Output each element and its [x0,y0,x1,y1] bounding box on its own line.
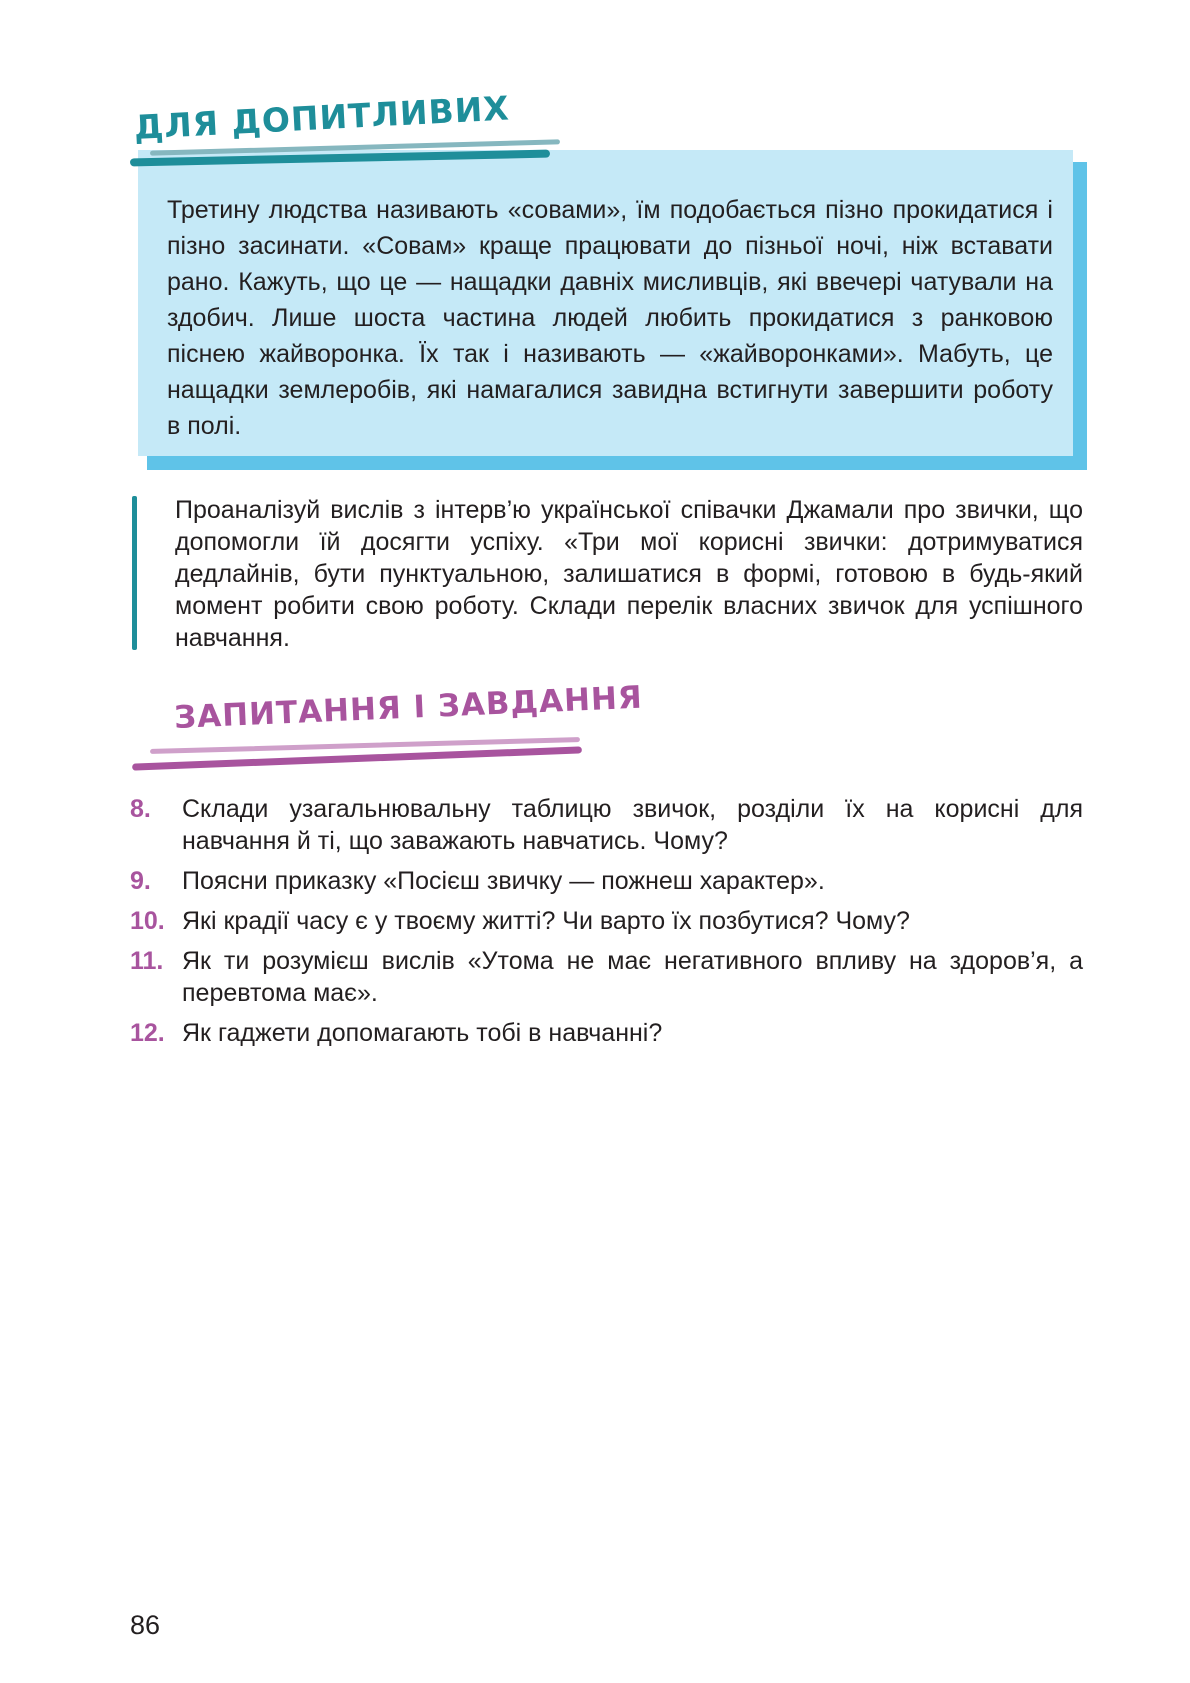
question-text: Поясни приказку «Посієш звичку — пожнеш характер». [182,867,825,895]
task-accent-bar [132,496,137,650]
question-number: 12. [130,1019,165,1047]
questions-heading: ЗАПИТАННЯ І ЗАВДАННЯ [173,679,644,736]
info-box [138,150,1073,456]
question-item [130,945,1083,1009]
question-item [130,905,1083,937]
task-paragraph: Проаналізуй вислів з інтерв’ю української співачки Джамали про звички, що допомогли їй досягти успіху. «Три мої корисні звички: дотримуватися дедлайнів, бути пунктуальною, залишатися в формі, готовою в будь-який момент робити свою роботу. Склади перелік власних звичок для успішного навчання. [175,496,1083,652]
question-text: Як ти розумієш вислів «Утома не має негативного впливу на здоров’я, а перевтома має». [182,947,1083,1007]
question-text: Склади узагальнювальну таблицю звичок, розділи їх на корисні для навчання й ті, що заважають навчатись. Чому? [182,795,1083,855]
question-item [130,793,1083,857]
info-box-text: Третину людства називають «совами», їм подобається пізно прокидатися і пізно засинати. «Совам» краще працювати до пізньої ночі, ніж вставати рано. Кажуть, що це — нащадки давніх мисливців, які ввечері чатували на здобич. Лише шоста частина людей любить прокидатися з ранковою піснею жайворонка. Їх так і називають — «жайворонками». Мабуть, це нащадки землеробів, які намагалися завидна встигнути завершити роботу в полі. [167,196,1053,440]
question-item [130,1017,1083,1049]
question-text: Як гаджети допомагають тобі в навчанні? [182,1019,663,1047]
question-number: 9. [130,867,151,895]
question-text: Які крадії часу є у твоєму житті? Чи варто їх позбутися? Чому? [182,907,910,935]
question-number: 11. [130,947,164,975]
question-number: 10. [130,907,165,935]
question-number: 8. [130,795,151,823]
question-item [130,865,1083,897]
page-number: 86 [130,1610,161,1640]
curious-heading: ДЛЯ ДОПИТЛИВИХ [132,88,511,147]
questions-list [130,793,1083,1057]
